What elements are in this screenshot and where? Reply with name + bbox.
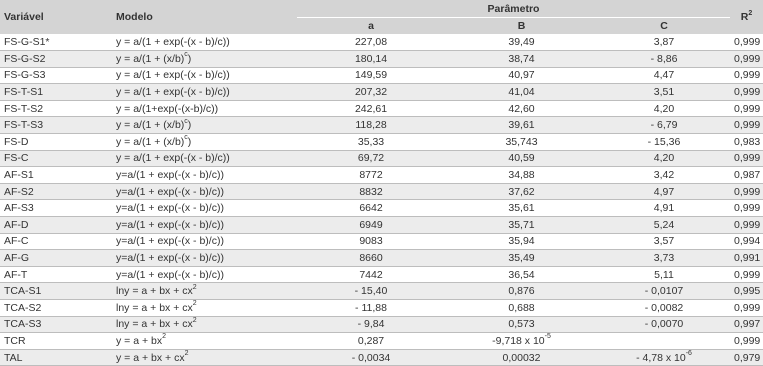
table-row	[0, 349, 763, 366]
table-row	[0, 100, 763, 117]
cell-variavel: TCR	[0, 333, 112, 350]
cell-b: 0,00032	[445, 349, 598, 366]
cell-modelo: y=a/(1 + exp(-(x - b)/c))	[112, 250, 297, 267]
table-row	[0, 117, 763, 134]
cell-variavel: AF-C	[0, 233, 112, 250]
cell-modelo: y=a/(1 + exp(-(x - b)/c))	[112, 217, 297, 234]
cell-b: 36,54	[445, 266, 598, 283]
cell-c: - 0,0082	[598, 300, 730, 317]
cell-modelo: $y = a + bx^2$	[112, 333, 297, 350]
cell-modelo: y = a/(1 + exp(-(x - b)/c))	[112, 84, 297, 101]
cell-a: 69,72	[297, 150, 445, 167]
cell-c: 4,20	[598, 100, 730, 117]
cell-r2: 0,999	[730, 84, 763, 101]
cell-a: - 11,88	[297, 300, 445, 317]
cell-c	[598, 333, 730, 350]
cell-variavel: AF-S2	[0, 183, 112, 200]
table-row	[0, 34, 763, 51]
cell-r2: 0,997	[730, 316, 763, 333]
cell-modelo: y = a/(1 + exp(-(x - b)/c))	[112, 34, 297, 51]
cell-a: 8772	[297, 167, 445, 184]
cell-b: 40,59	[445, 150, 598, 167]
cell-variavel: AF-S1	[0, 167, 112, 184]
cell-a: 118,28	[297, 117, 445, 134]
cell-variavel: FS-C	[0, 150, 112, 167]
cell-b: 35,94	[445, 233, 598, 250]
cell-variavel: AF-D	[0, 217, 112, 234]
cell-b: 39,61	[445, 117, 598, 134]
cell-a: 8660	[297, 250, 445, 267]
cell-r2: 0,983	[730, 134, 763, 151]
header-c: C	[598, 18, 730, 35]
cell-modelo: lny = a + bx + $cx^2$	[112, 300, 297, 317]
cell-c: - 0,0107	[598, 283, 730, 300]
cell-c: 4,47	[598, 67, 730, 84]
cell-r2: 0,999	[730, 200, 763, 217]
cell-modelo: y=a/(1 + exp(-(x - b)/c))	[112, 183, 297, 200]
cell-r2: 0,999	[730, 100, 763, 117]
cell-variavel: TCA-S1	[0, 283, 112, 300]
cell-c: 3,73	[598, 250, 730, 267]
cell-r2: 0,994	[730, 233, 763, 250]
cell-b: 0,573	[445, 316, 598, 333]
cell-r2: 0,979	[730, 349, 763, 366]
cell-c: - 4,78 x $10^{-6}$	[598, 349, 730, 366]
cell-a: 242,61	[297, 100, 445, 117]
cell-b: 34,88	[445, 167, 598, 184]
cell-r2: 0,999	[730, 183, 763, 200]
cell-a: - 15,40	[297, 283, 445, 300]
cell-c: 5,11	[598, 266, 730, 283]
cell-r2: 0,999	[730, 300, 763, 317]
cell-a: 227,08	[297, 34, 445, 51]
cell-r2: 0,999	[730, 117, 763, 134]
cell-variavel: TCA-S2	[0, 300, 112, 317]
cell-variavel: FS-G-S1*	[0, 34, 112, 51]
table-row	[0, 134, 763, 151]
table-row	[0, 67, 763, 84]
cell-modelo: $y = a/(1 + (x/b)^c)$	[112, 117, 297, 134]
cell-variavel: FS-G-S3	[0, 67, 112, 84]
cell-c: 3,42	[598, 167, 730, 184]
cell-variavel: FS-T-S1	[0, 84, 112, 101]
cell-variavel: FS-T-S3	[0, 117, 112, 134]
cell-a: 6949	[297, 217, 445, 234]
cell-c: - 6,79	[598, 117, 730, 134]
cell-variavel: FS-T-S2	[0, 100, 112, 117]
cell-a: 149,59	[297, 67, 445, 84]
cell-a: 9083	[297, 233, 445, 250]
cell-modelo: lny = a + bx + $cx^2$	[112, 283, 297, 300]
cell-a: 180,14	[297, 51, 445, 68]
cell-modelo: $y = a/(1 + (x/b)^c)$	[112, 51, 297, 68]
cell-r2: 0,995	[730, 283, 763, 300]
cell-c: - 0,0070	[598, 316, 730, 333]
cell-modelo: y = a/(1 + exp(-(x - b)/c))	[112, 67, 297, 84]
cell-modelo: y = a + bx + $cx^2$	[112, 349, 297, 366]
cell-c: 3,57	[598, 233, 730, 250]
cell-a: 207,32	[297, 84, 445, 101]
cell-r2: 0,999	[730, 34, 763, 51]
cell-b: 35,71	[445, 217, 598, 234]
cell-r2: 0,991	[730, 250, 763, 267]
cell-a: 0,287	[297, 333, 445, 350]
header-variavel: Variável	[0, 0, 112, 34]
cell-c: 4,97	[598, 183, 730, 200]
table-row	[0, 300, 763, 317]
header-modelo: Modelo	[112, 0, 297, 34]
cell-c: 5,24	[598, 217, 730, 234]
table-row	[0, 283, 763, 300]
table-row	[0, 250, 763, 267]
cell-a: 8832	[297, 183, 445, 200]
cell-modelo: y=a/(1 + exp(-(x - b)/c))	[112, 200, 297, 217]
cell-modelo: y=a/(1 + exp(-(x - b)/c))	[112, 167, 297, 184]
cell-a: 35,33	[297, 134, 445, 151]
cell-c: 3,51	[598, 84, 730, 101]
cell-variavel: FS-D	[0, 134, 112, 151]
header-r2: $R^2$	[730, 0, 763, 34]
cell-b: 35,61	[445, 200, 598, 217]
cell-c: - 8,86	[598, 51, 730, 68]
cell-modelo: y=a/(1 + exp(-(x - b)/c))	[112, 266, 297, 283]
cell-variavel: TAL	[0, 349, 112, 366]
cell-variavel: TCA-S3	[0, 316, 112, 333]
cell-c: 4,91	[598, 200, 730, 217]
cell-r2: 0,999	[730, 51, 763, 68]
cell-r2: 0,999	[730, 266, 763, 283]
cell-modelo: y=a/(1 + exp(-(x - b)/c))	[112, 233, 297, 250]
table-row	[0, 183, 763, 200]
header-a: a	[297, 18, 445, 35]
cell-r2: 0,999	[730, 67, 763, 84]
cell-variavel: FS-G-S2	[0, 51, 112, 68]
cell-variavel: AF-S3	[0, 200, 112, 217]
cell-b: 41,04	[445, 84, 598, 101]
cell-a: - 0,0034	[297, 349, 445, 366]
cell-b: 37,62	[445, 183, 598, 200]
cell-b: 38,74	[445, 51, 598, 68]
cell-b: 40,97	[445, 67, 598, 84]
table-row	[0, 200, 763, 217]
cell-modelo: lny = a + bx + $cx^2$	[112, 316, 297, 333]
cell-modelo: $y = a/(1 + (x/b)^c)$	[112, 134, 297, 151]
table-row	[0, 333, 763, 350]
table-row	[0, 266, 763, 283]
cell-b: -9,718 x $10^{-5}$	[445, 333, 598, 350]
cell-b: 35,49	[445, 250, 598, 267]
table-row	[0, 233, 763, 250]
table-body	[0, 34, 763, 366]
cell-b: 39,49	[445, 34, 598, 51]
cell-b: 0,688	[445, 300, 598, 317]
cell-a: 6642	[297, 200, 445, 217]
table-row	[0, 217, 763, 234]
cell-r2: 0,999	[730, 217, 763, 234]
cell-c: 4,20	[598, 150, 730, 167]
cell-modelo: y = a/(1+exp(-(x-b)/c))	[112, 100, 297, 117]
cell-b: 35,743	[445, 134, 598, 151]
table-row	[0, 51, 763, 68]
header-b: B	[445, 18, 598, 35]
table-row	[0, 150, 763, 167]
cell-b: 0,876	[445, 283, 598, 300]
cell-a: - 9,84	[297, 316, 445, 333]
header-parametro: Parâmetro	[297, 0, 730, 18]
cell-c: - 15,36	[598, 134, 730, 151]
cell-variavel: AF-T	[0, 266, 112, 283]
cell-c: 3,87	[598, 34, 730, 51]
table-row	[0, 316, 763, 333]
table-row	[0, 84, 763, 101]
cell-modelo: y = a/(1 + exp(-(x - b)/c))	[112, 150, 297, 167]
cell-r2: 0,999	[730, 333, 763, 350]
cell-r2: 0,987	[730, 167, 763, 184]
cell-r2: 0,999	[730, 150, 763, 167]
table-row	[0, 167, 763, 184]
cell-variavel: AF-G	[0, 250, 112, 267]
cell-a: 7442	[297, 266, 445, 283]
cell-b: 42,60	[445, 100, 598, 117]
